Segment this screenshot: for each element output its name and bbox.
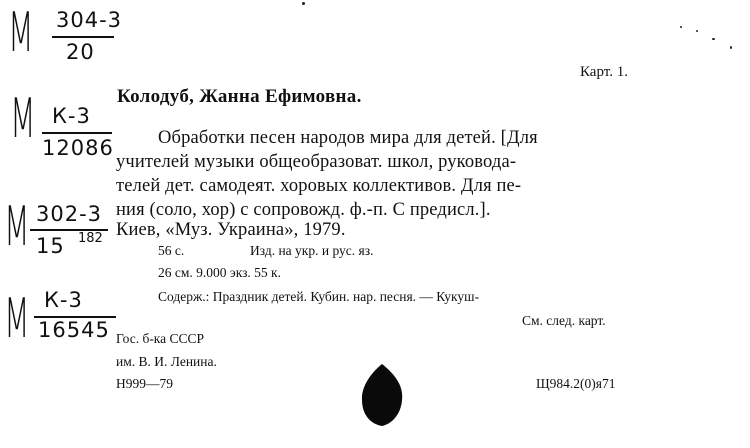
shelfmark-2-top: К-3 — [52, 104, 91, 128]
continued-note: См. след. карт. — [522, 313, 606, 328]
shelfmark-4-prefix: М — [4, 287, 30, 350]
size-copies-price: 26 см. 9.000 экз. 55 к. — [158, 265, 281, 280]
shelfmark-3-prefix: М — [4, 195, 30, 258]
language-note: Изд. на укр. и рус. яз. — [250, 243, 374, 258]
description-line: телей дет. самодеят. хоровых коллективов. Для пе- — [116, 176, 522, 196]
shelfmark-1-top: 304-3 — [56, 8, 123, 32]
shelfmark-3-top: 302-3 — [36, 202, 103, 226]
library-line: им. В. И. Ленина. — [116, 354, 217, 369]
pages: 56 с. — [158, 243, 185, 258]
shelfmark-2-bottom: 12086 — [42, 136, 114, 160]
shelfmark-1-line — [52, 36, 114, 38]
shelfmark-4-bottom: 16545 — [38, 318, 110, 342]
scan-speck — [302, 2, 305, 5]
shelfmark-1-bottom: 20 — [66, 40, 95, 64]
classification-code: Щ984.2(0)я71 — [536, 376, 616, 391]
shelfmark-4-top: К-3 — [44, 288, 83, 312]
shelfmark-3-sup: 182 — [78, 231, 103, 246]
shelfmark-1-prefix: М — [8, 1, 34, 64]
contents-note: Содерж.: Праздник детей. Кубин. нар. песня. — Кукуш- — [158, 289, 480, 304]
description-line: учителей музыки общеобразоват. школ, руковода- — [116, 152, 517, 172]
scan-speck — [712, 38, 715, 40]
description-line: Киев, «Муз. Украина», 1979. — [116, 220, 346, 240]
scan-speck — [680, 26, 682, 28]
scan-speck — [730, 46, 732, 49]
library-line: Гос. б-ка СССР — [116, 331, 205, 346]
card-number: Карт. 1. — [580, 64, 628, 80]
scan-speck — [696, 30, 698, 32]
shelfmark-2-line — [42, 132, 112, 134]
author-heading: Колодуб, Жанна Ефимовна. — [117, 86, 362, 107]
description-line: Обработки песен народов мира для детей. [Для — [158, 128, 538, 148]
order-number: Н999—79 — [116, 376, 173, 391]
shelfmark-2-prefix: М — [10, 87, 36, 150]
ink-blot-icon — [358, 362, 406, 428]
description-line: ния (соло, хор) с сопровожд. ф.-п. С предисл.]. — [116, 200, 491, 220]
shelfmark-3-bottom: 15 — [36, 234, 65, 258]
